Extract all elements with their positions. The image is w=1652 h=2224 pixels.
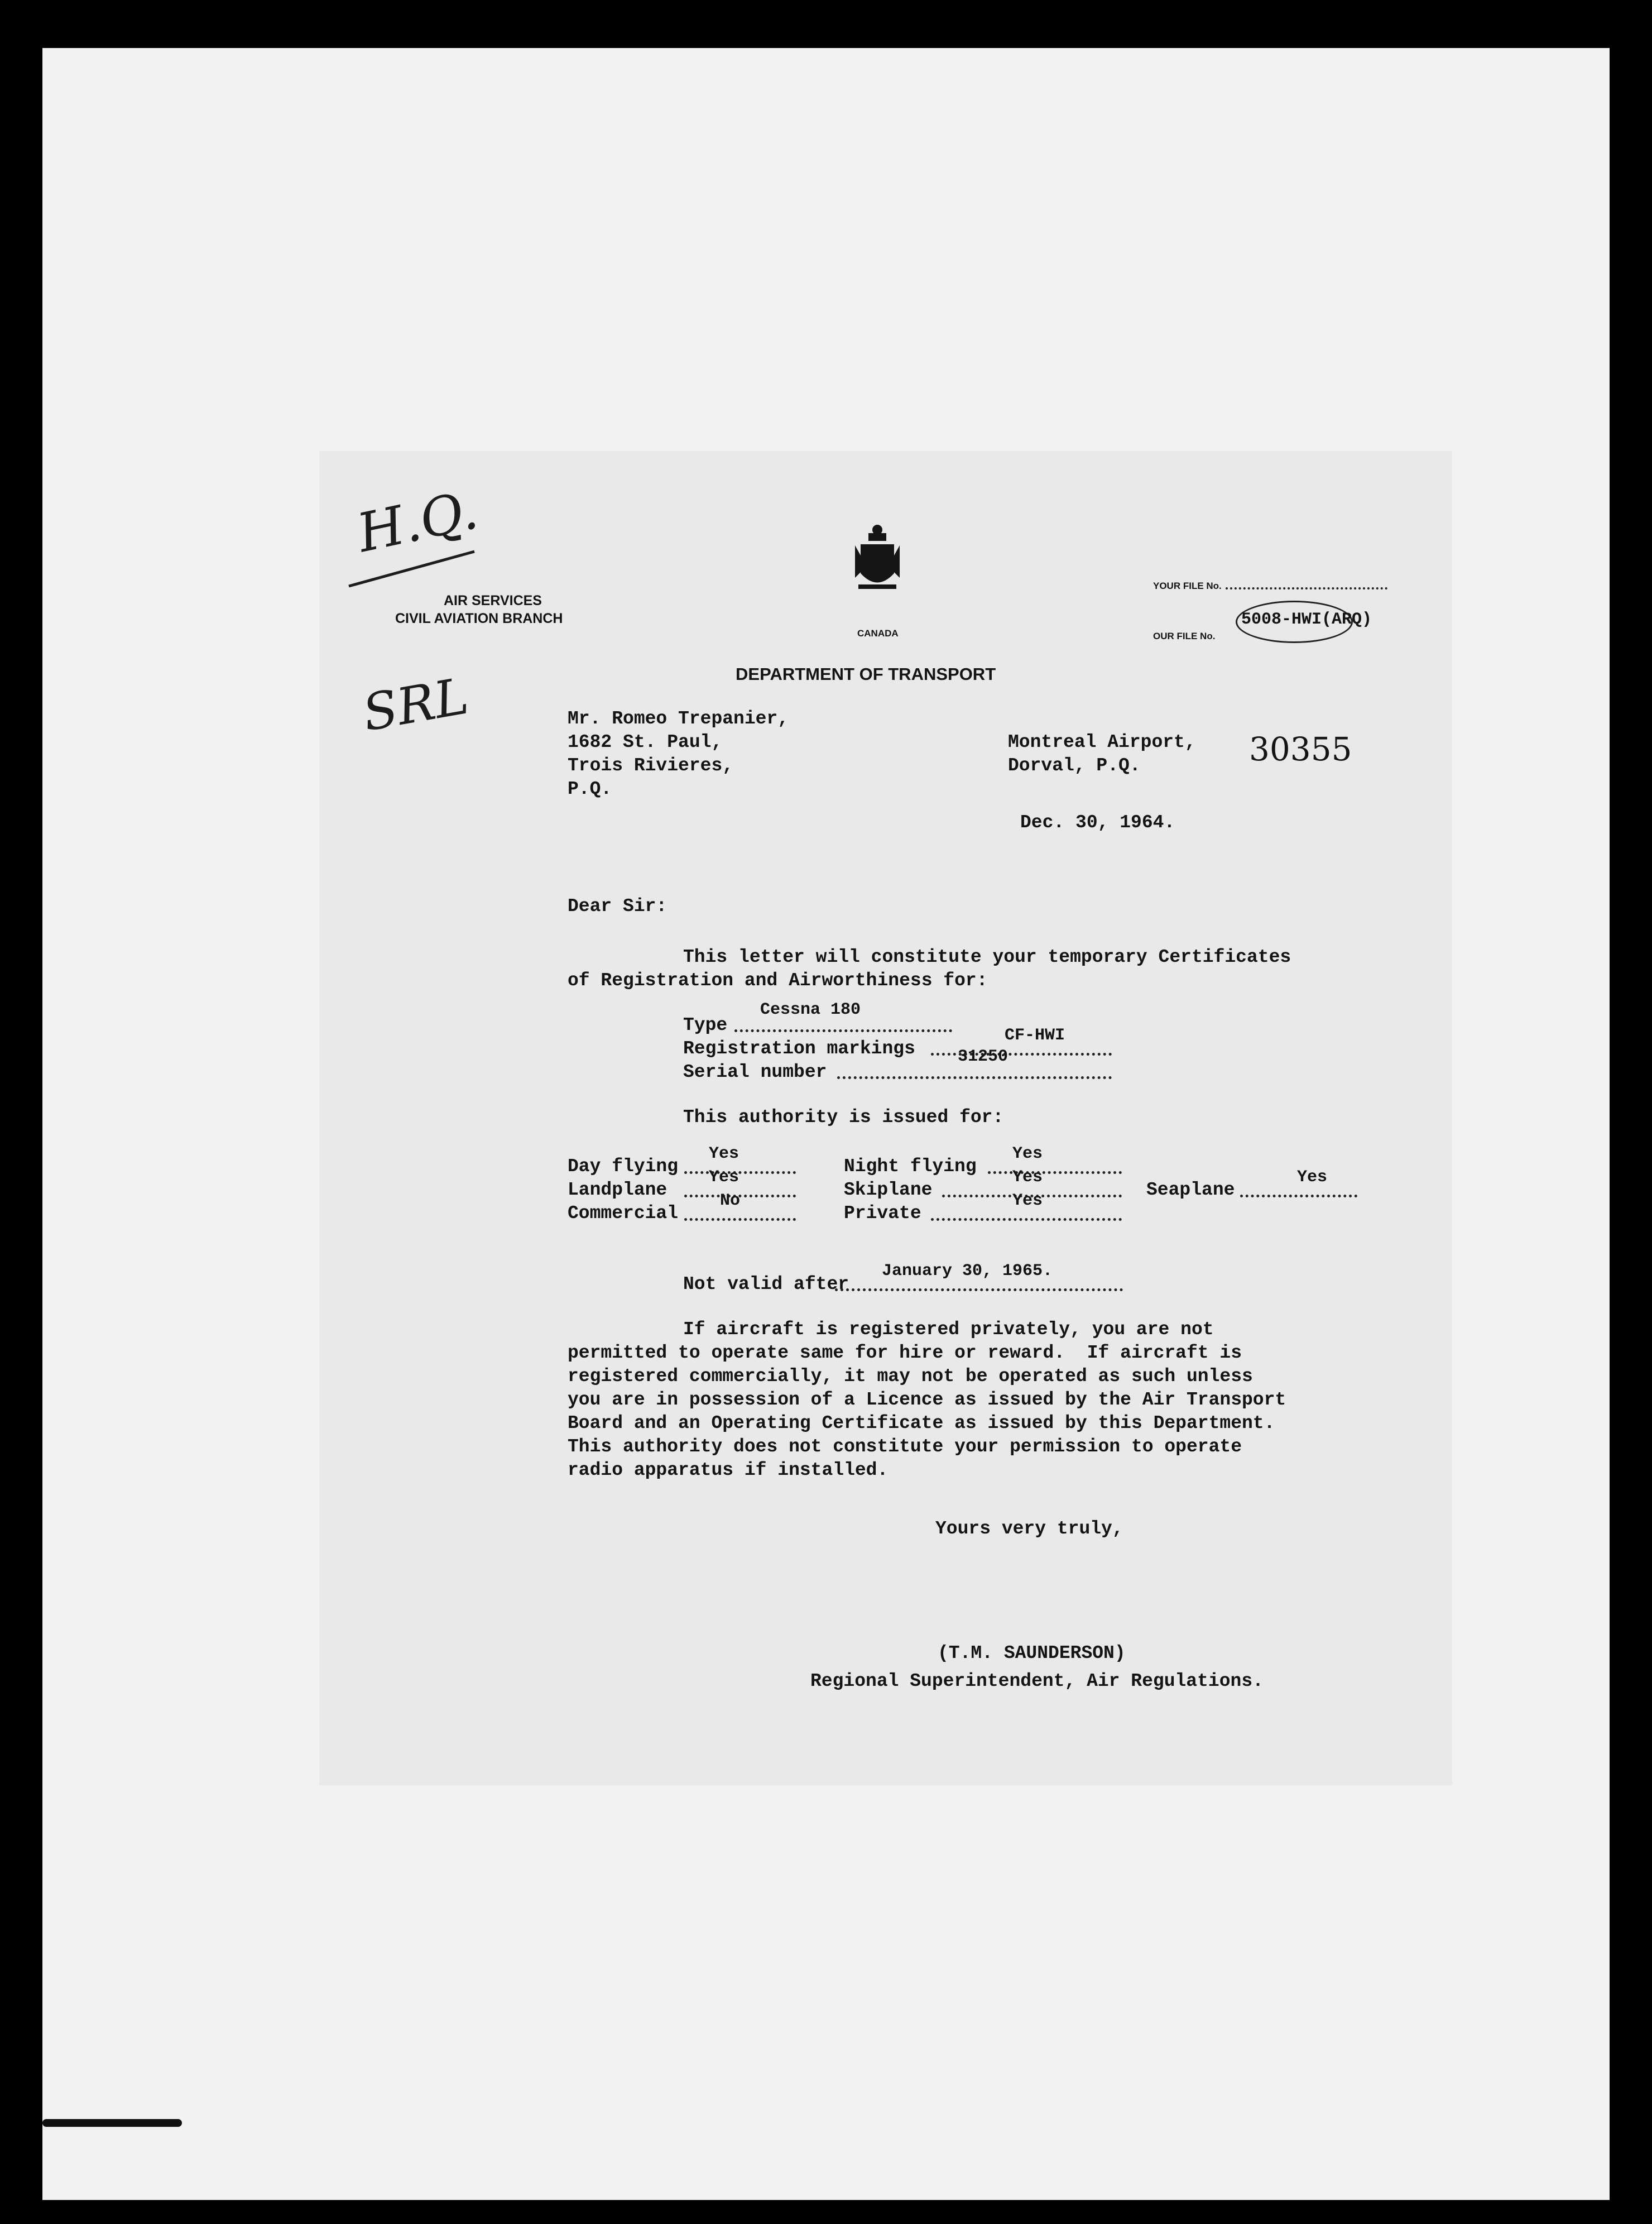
- department-title: DEPARTMENT OF TRANSPORT: [736, 664, 996, 684]
- seaplane-dots: [1240, 1195, 1357, 1197]
- branch-line-1: AIR SERVICES: [444, 593, 542, 608]
- day-flying-dots: [684, 1171, 796, 1174]
- closing: Yours very truly,: [935, 1518, 1123, 1539]
- validity-value: January 30, 1965.: [882, 1262, 1053, 1281]
- landplane-value: Yes: [709, 1168, 739, 1187]
- signatory-name: (T.M. SAUNDERSON): [938, 1643, 1126, 1664]
- type-dots: [734, 1029, 952, 1032]
- serial-label: Serial number: [683, 1062, 827, 1082]
- handwritten-initials-side: SRL: [358, 667, 473, 743]
- scanner-edge-mark: [42, 2119, 182, 2127]
- body-line-6: This authority does not constitute your permission to operate: [568, 1436, 1242, 1457]
- type-value: Cessna 180: [760, 1000, 861, 1019]
- body-line-5: Board and an Operating Certificate as issued by this Department.: [568, 1413, 1275, 1434]
- day-flying-value: Yes: [709, 1144, 739, 1163]
- intro-line-2: of Registration and Airworthiness for:: [568, 970, 988, 991]
- crest-label: CANADA: [857, 628, 899, 639]
- validity-dots: [835, 1288, 1123, 1291]
- sender-location-line-1: Montreal Airport,: [1008, 732, 1196, 752]
- private-value: Yes: [1012, 1191, 1043, 1210]
- validity-label: Not valid after: [683, 1274, 849, 1295]
- handwritten-initials-top: H.Q.: [352, 479, 483, 565]
- night-flying-dots: [988, 1171, 1122, 1174]
- signatory-title: Regional Superintendent, Air Regulations.: [810, 1671, 1264, 1691]
- day-flying-label: Day flying: [568, 1156, 679, 1177]
- serial-value: 31250: [958, 1047, 1009, 1066]
- commercial-value: No: [720, 1191, 741, 1210]
- your-file-label: YOUR FILE No.: [1153, 581, 1222, 591]
- night-flying-label: Night flying: [844, 1156, 977, 1177]
- commercial-dots: [684, 1218, 796, 1221]
- body-line-7: radio apparatus if installed.: [568, 1460, 889, 1480]
- body-line-4: you are in possession of a Licence as issued by the Air Transport: [568, 1389, 1286, 1410]
- seaplane-value: Yes: [1297, 1168, 1328, 1187]
- recipient-province: P.Q.: [568, 779, 612, 799]
- landplane-label: Landplane: [568, 1180, 667, 1200]
- skiplane-label: Skiplane: [844, 1180, 933, 1200]
- recipient-street: 1682 St. Paul,: [568, 732, 723, 752]
- skiplane-value: Yes: [1012, 1168, 1043, 1187]
- canada-coat-of-arms-icon: [853, 522, 902, 620]
- body-line-3: registered commercially, it may not be operated as such unless: [568, 1366, 1253, 1387]
- recipient-city: Trois Rivieres,: [568, 755, 734, 776]
- intro-line-1: This letter will constitute your temporary Certificates: [683, 947, 1291, 967]
- our-file-label: OUR FILE No.: [1153, 631, 1216, 641]
- body-line-2: permitted to operate same for hire or reward. If aircraft is: [568, 1343, 1242, 1363]
- registration-label: Registration markings: [683, 1038, 915, 1059]
- handwritten-stroke: [346, 547, 480, 592]
- stamped-file-number: 30355: [1249, 730, 1352, 768]
- serial-dots: [837, 1076, 1112, 1079]
- registration-value: CF-HWI: [1005, 1026, 1065, 1045]
- sender-location-line-2: Dorval, P.Q.: [1008, 755, 1141, 776]
- branch-line-2: CIVIL AVIATION BRANCH: [395, 611, 563, 626]
- your-file-dotted-line: [1226, 587, 1387, 589]
- commercial-label: Commercial: [568, 1203, 679, 1224]
- body-line-1: If aircraft is registered privately, you are not: [683, 1319, 1214, 1340]
- salutation: Dear Sir:: [568, 896, 667, 917]
- seaplane-label: Seaplane: [1146, 1180, 1235, 1200]
- private-dots: [931, 1218, 1122, 1221]
- our-file-value: 5008-HWI(ARQ): [1241, 610, 1372, 629]
- private-label: Private: [844, 1203, 921, 1224]
- recipient-name: Mr. Romeo Trepanier,: [568, 708, 789, 729]
- letter-date: Dec. 30, 1964.: [1020, 812, 1175, 833]
- authority-heading: This authority is issued for:: [683, 1107, 1004, 1128]
- night-flying-value: Yes: [1012, 1144, 1043, 1163]
- type-label: Type: [683, 1015, 728, 1036]
